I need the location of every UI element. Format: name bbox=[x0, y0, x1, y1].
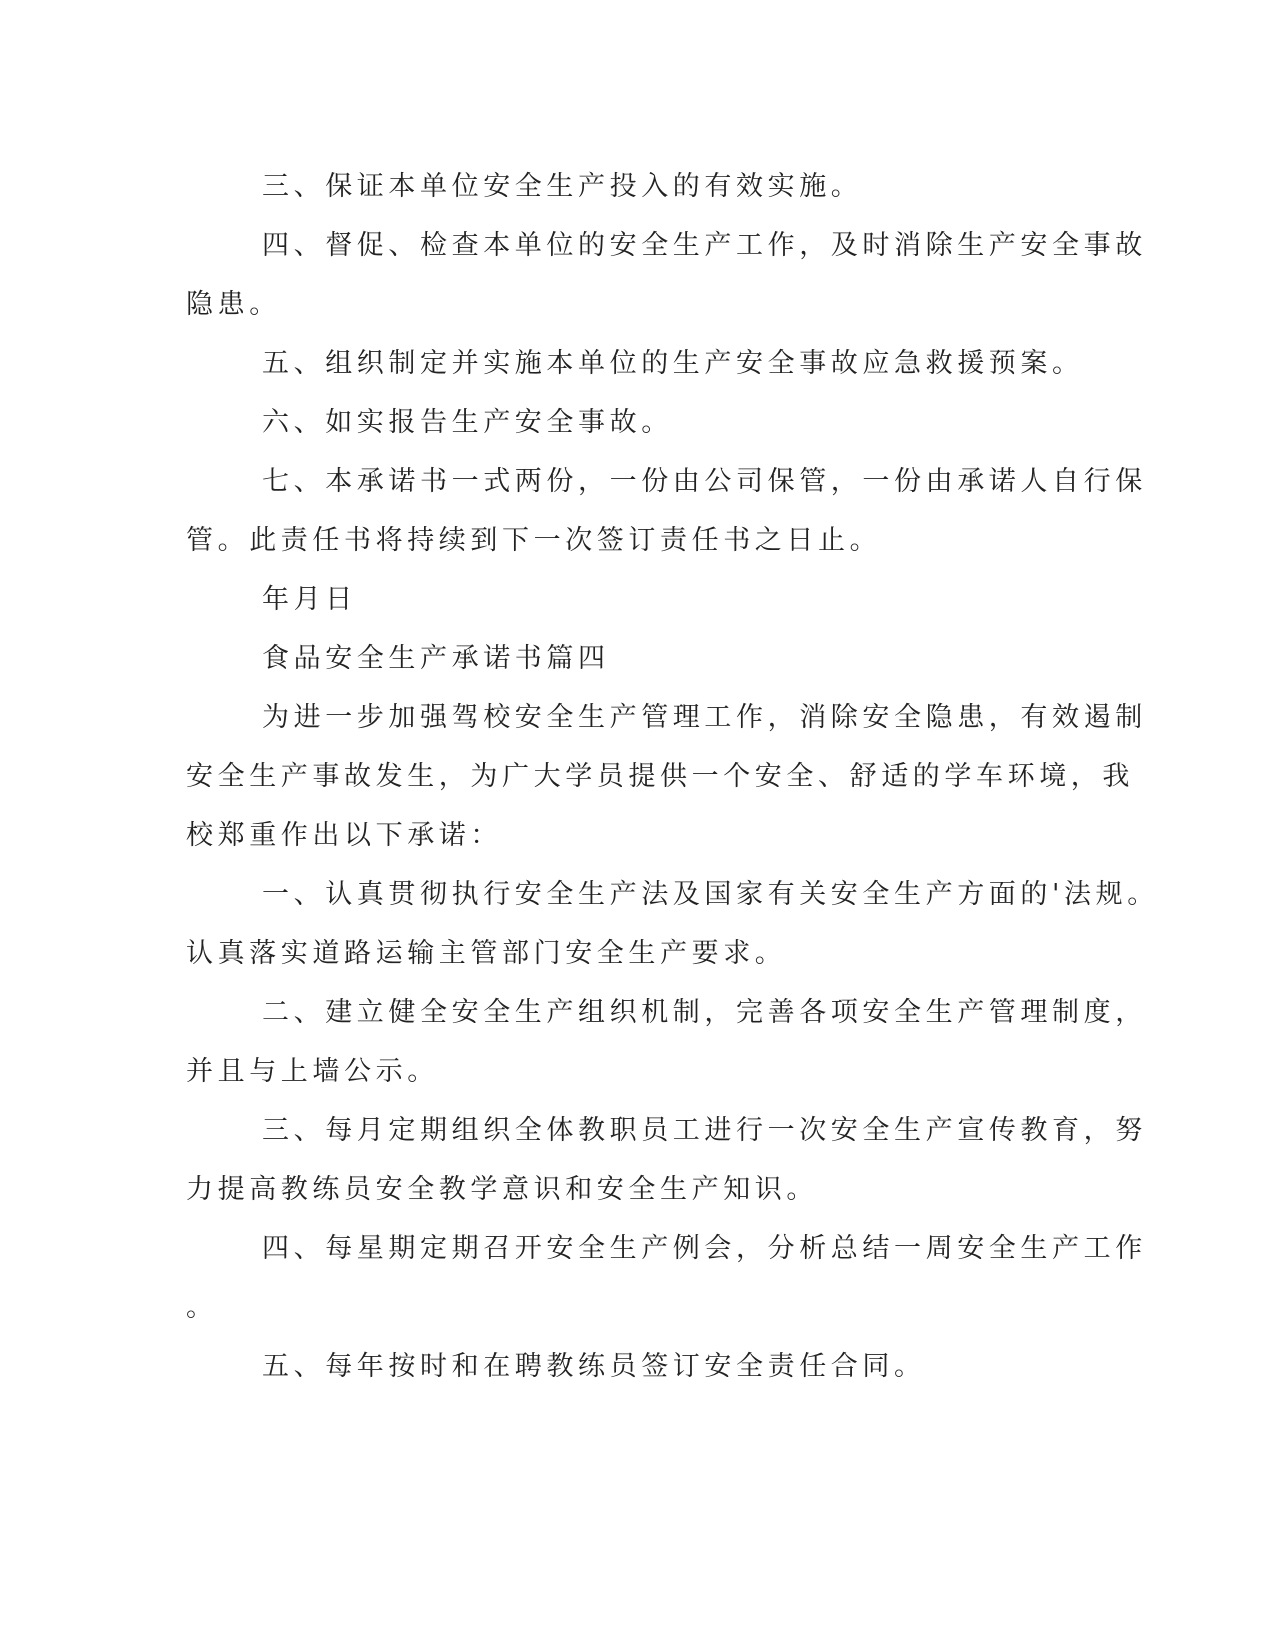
date-line: 年月日 bbox=[262, 584, 357, 615]
paragraph-line: 三、保证本单位安全生产投入的有效实施。 bbox=[262, 171, 863, 202]
paragraph-line: 二、建立健全安全生产组织机制，完善各项安全生产管理制度， bbox=[262, 997, 1147, 1028]
paragraph-line: 并且与上墙公示。 bbox=[186, 1056, 439, 1087]
paragraph-line: 五、每年按时和在聘教练员签订安全责任合同。 bbox=[262, 1351, 926, 1382]
section-heading: 食品安全生产承诺书篇四 bbox=[262, 643, 610, 674]
paragraph-line: 为进一步加强驾校安全生产管理工作，消除安全隐患，有效遏制 bbox=[262, 702, 1147, 733]
paragraph-line: 管。此责任书将持续到下一次签订责任书之日止。 bbox=[186, 525, 882, 556]
paragraph-line: 。 bbox=[186, 1292, 218, 1323]
paragraph-line: 四、每星期定期召开安全生产例会，分析总结一周安全生产工作 bbox=[262, 1233, 1147, 1264]
paragraph-line: 六、如实报告生产安全事故。 bbox=[262, 407, 673, 438]
paragraph-line: 认真落实道路运输主管部门安全生产要求。 bbox=[186, 938, 787, 969]
paragraph-line: 一、认真贯彻执行安全生产法及国家有关安全生产方面的'法规。 bbox=[262, 879, 1159, 910]
paragraph-line: 四、督促、检查本单位的安全生产工作，及时消除生产安全事故 bbox=[262, 230, 1147, 261]
paragraph-line: 安全生产事故发生，为广大学员提供一个安全、舒适的学车环境，我 bbox=[186, 761, 1134, 792]
paragraph-line: 三、每月定期组织全体教职员工进行一次安全生产宣传教育，努 bbox=[262, 1115, 1147, 1146]
paragraph-line: 隐患。 bbox=[186, 289, 281, 320]
paragraph-line: 力提高教练员安全教学意识和安全生产知识。 bbox=[186, 1174, 818, 1205]
paragraph-line: 校郑重作出以下承诺： bbox=[186, 820, 502, 851]
paragraph-line: 五、组织制定并实施本单位的生产安全事故应急救援预案。 bbox=[262, 348, 1084, 379]
paragraph-line: 七、本承诺书一式两份，一份由公司保管，一份由承诺人自行保 bbox=[262, 466, 1147, 497]
